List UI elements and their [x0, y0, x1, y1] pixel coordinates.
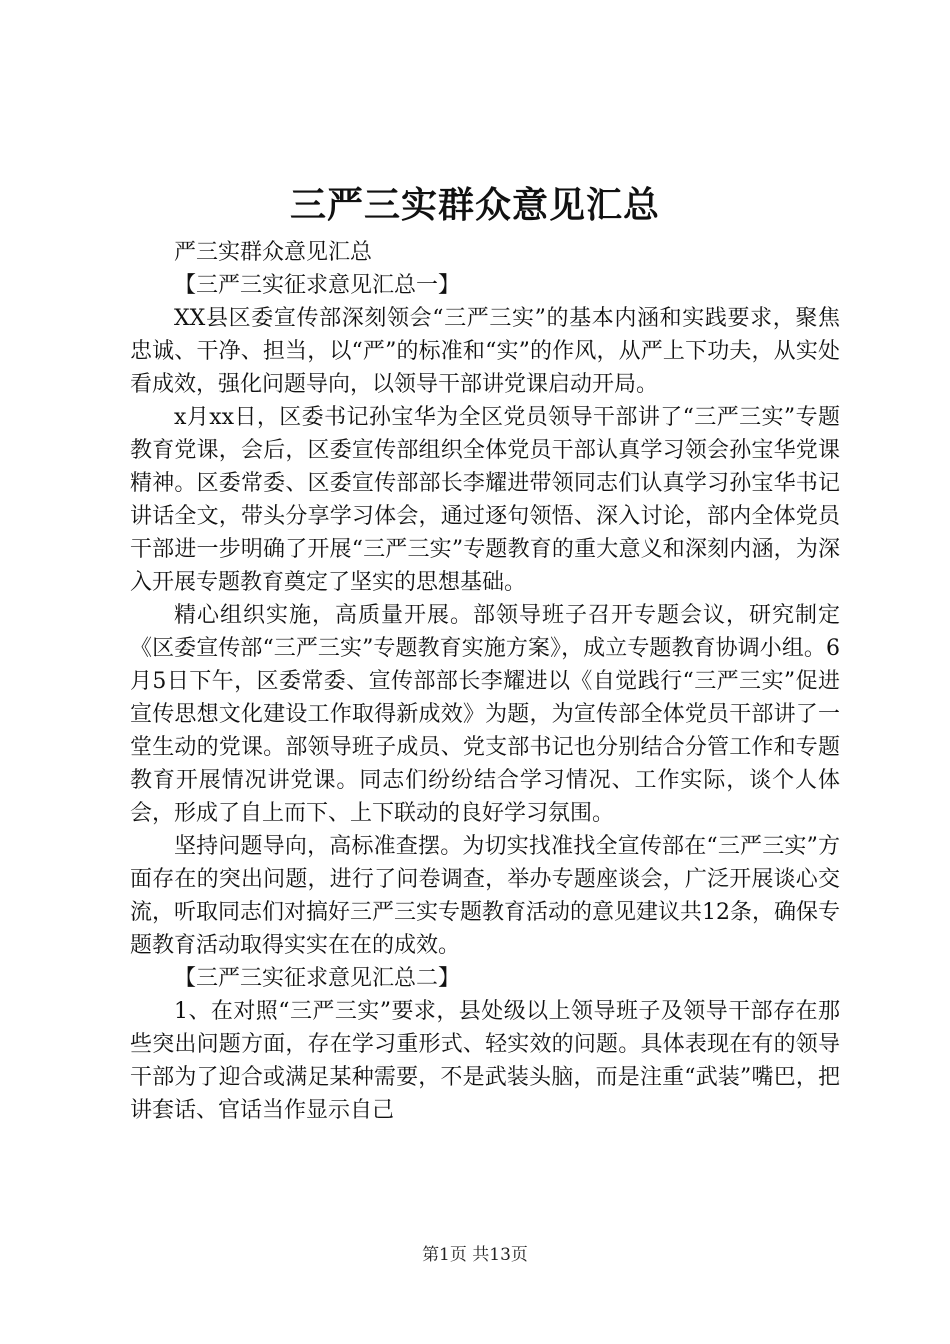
- paragraph-subtitle: 严三实群众意见汇总: [174, 240, 373, 265]
- paragraph: 坚持问题导向，高标准查摆。为切实找准找全宣传部在“三严三实”方面存在的突出问题，进行了问卷调查，举办专题座谈会，广泛开展谈心交流，听取同志们对搞好三严三实专题教育活动的意见建议共12条，确保专题教育活动取得实实在在的成效。: [130, 834, 840, 958]
- document-body: [130, 236, 840, 1127]
- page-footer: 第1页 共13页: [422, 1245, 528, 1265]
- paragraph: 1、在对照“三严三实”要求，县处级以上领导班子及领导干部存在那些突出问题方面，存在学习重形式、轻实效的问题。具体表现在有的领导干部为了迎合或满足某种需要，不是武装头脑，而是注重“武装”嘴巴，把讲套话、官话当作显示自己: [130, 999, 840, 1123]
- paragraph: 精心组织实施，高质量开展。部领导班子召开专题会议，研究制定《区委宣传部“三严三实”专题教育实施方案》，成立专题教育协调小组。6月5日下午，区委常委、宣传部部长李耀进以《自觉践行“三严三实”促进宣传思想文化建设工作取得新成效》为题，为宣传部全体党员干部讲了一堂生动的党课。部领导班子成员、党支部书记也分别结合分管工作和专题教育开展情况讲党课。同志们纷纷结合学习情况、工作实际，谈个人体会，形成了自上而下、上下联动的良好学习氛围。: [130, 603, 840, 826]
- paragraph: XX县区委宣传部深刻领会“三严三实”的基本内涵和实践要求，聚焦忠诚、干净、担当，以“严”的标准和“实”的作风，从严上下功夫，从实处看成效，强化问题导向，以领导干部讲党课启动开局。: [130, 306, 840, 397]
- section-heading-1: 【三严三实征求意见汇总一】: [174, 273, 461, 298]
- section-heading-2: 【三严三实征求意见汇总二】: [174, 966, 461, 991]
- document-title: 三严三实群众意见汇总: [289, 184, 660, 226]
- paragraph: x月xx日，区委书记孙宝华为全区党员领导干部讲了“三严三实”专题教育党课，会后，区委宣传部组织全体党员干部认真学习领会孙宝华党课精神。区委常委、区委宣传部部长李耀进带领同志们认真学习孙宝华书记讲话全文，带头分享学习体会，通过逐句领悟、深入讨论，部内全体党员干部进一步明确了开展“三严三实”专题教育的重大意义和深刻内涵，为深入开展专题教育奠定了坚实的思想基础。: [130, 405, 840, 595]
